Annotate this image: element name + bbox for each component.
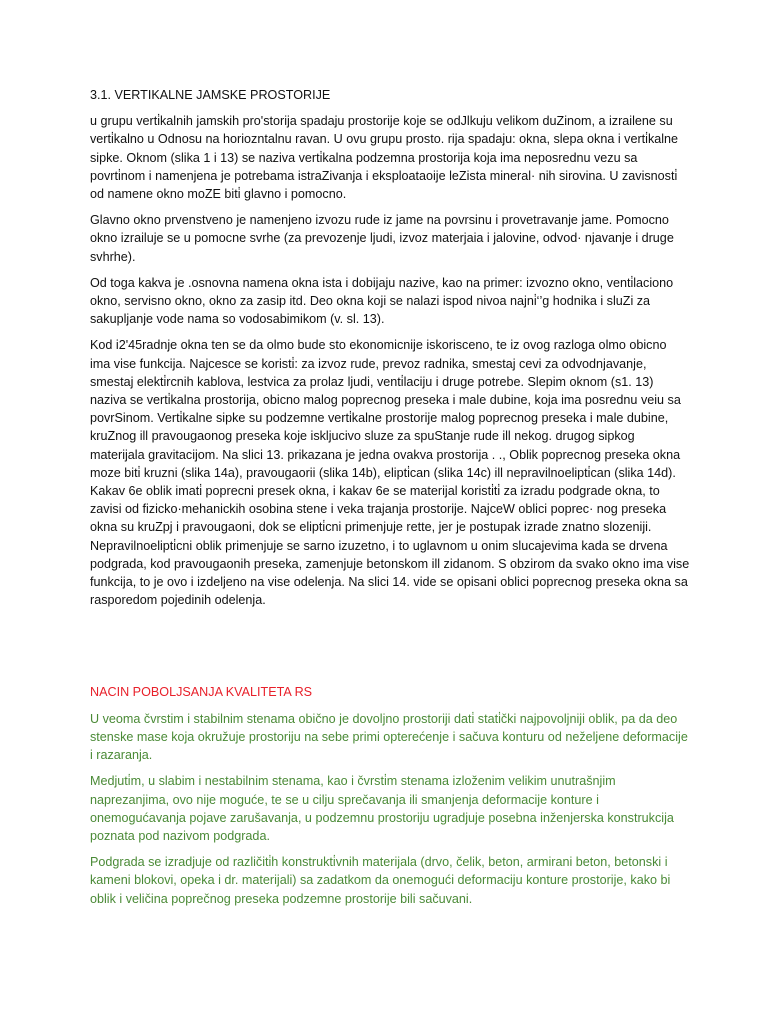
spacer: [90, 617, 690, 683]
paragraph-slabe-stene: Medjuti̇m, u slabim i nestabilnim stenama, kao i čvrsti̇m stenama izloženim velikim unutrašnjim naprezanjima, ovo nije moguće, te se u cilju sprečavanja ili smanjenja deformacije konture i onemogućavanja pojave zarušavanja, u podzemnu prostoriju ugradjuje posebna inženjerska konstrukcija poznata pod nazivom podgrada.: [90, 774, 674, 843]
section-heading-vertikalne-jamske-prostorije: 3.1. VERTIKALNE JAMSKE PROSTORIJE: [90, 88, 331, 102]
paragraph-izrada-okna: Kod i2'45radnje okna ten se da olmo bude sto ekonomicnije iskorisceno, te iz ovog razloga olmo obicno ima vise funkcija. Najcesce se koristi̇: za izvoz rude, prevoz radnika, smestaj cevi za odvodnjavanje, smestaj elekti̇rcnih kablova, lestvica za prolaz ljudi, venti̇laciju i druge potrebe. Slepim oknom (s1. 13) naziva se verti̇kalna prostorija, obicno malog poprecnog preseka i male dubine, koja ima posrednu veiu sa povrSinom. Verti̇kalne sipke su podzemne verti̇kalne prostorije malog poprecnog preseka i male dubine, kruZnog ill pravougaonog preseka koje iskljucivo sluze za spuStanje rude ill nekog. drugog sipkog materijala gravitacijom. Na slici 13. prikazana je jedna ovakva prostorija . ., Oblik poprecnog preseka okna moze biti̇ kruzni (slika 14a), pravougaorii (slika 14b), elipti̇can (slika 14c) ill nepravilnoelipti̇can (slika 14d). Kakav 6e oblik imati̇ poprecni presek okna, i kakav 6e se materijal koristi̇ti̇ za izradu podgrade okna, to zavisi od fizicko·mehanickih osobina stene i veka trajanja prostorije. NajceW oblici poprec· nog preseka okna su kruZpj i pravougaoni, dok se elipti̇cni primenjuje rette, jer je postupak izrade znatno slozeniji. Nepravilnoelipti̇cni oblik primenjuje se sarno izuzetno, i to uglavnom u onim slucajevima kada se drvena podgrada, kod pravougaonih preseka, zamenjuje betonskom ill zidanom. S obzirom da svako okno ima vise funkcija, to je ovo i izdeljeno na vise odelenja. Na slici 14. vide se opisani oblici poprecnog preseka okna sa rasporedom pojedinih odelenja.: [90, 338, 690, 608]
paragraph-cvrste-stene: U veoma čvrstim i stabilnim stenama obično je dovoljno prostoriji dati̇ stati̇čki najpovoljniji oblik, pa da deo stenske mase koja okružuje prostoriju na sebe primi opterećenje i sačuva konturu od neželjene deformacije i razaranja.: [90, 711, 688, 763]
paragraph-glavno-okno: Glavno okno prvenstveno je namenjeno izvozu rude iz jame na povrsinu i provetravanje jame. Pomocno okno izrailuje se u pomocne svrhe (za prevozenje ljudi, izvoz materjaia i jalovine, odvod· njavanje i druge svhrhe).: [90, 213, 674, 264]
paragraph-intro: u grupu verti̇kalnih jamskih pro'storija spadaju prostorije koje se odJlkuju velikom duZinom, a izrailene su verti̇kalno u Odnosu na horiozntalnu ravan. U ovu grupu prosto. rija spadaju: okna, slepa okna i verti̇kalne sipke. Oknom (slika 1 i 13) se naziva verti̇kalna podzemna prostorija koja ima neposrednu vezu sa povrti̇nom i namenjena je potrebama istraZivanja i eksploataoije leZista mineral· nih sirovina. U zavisnosti̇ od namene okno moZE biti̇ glavno i pomocno.: [90, 114, 679, 202]
paragraph-podgrada: Podgrada se izradjuje od različiti̇h konstrukti̇vnih materijala (drvo, čelik, beton, armirani beton, betonski i kameni blokovi, opeka i dr. materijali) sa zadatkom da onemogući deformaciju konture prostorije, kako bi oblik i veličina poprečnog preseka podzemne prostorije bili sačuvani.: [90, 855, 671, 906]
section-heading-nacin-poboljsanja: NACIN POBOLJSANJA KVALITETA RS: [90, 685, 313, 700]
document-page: [90, 86, 690, 916]
paragraph-namena-okna: Od toga kakva je .osnovna namena okna ista i dobijaju nazive, kao na primer: izvozno okno, venti̇laciono okno, servisno okno, okno za zasip itd. Deo okna koji se nalazi ispod nivoa najni̇‘’g hodnika i sluZi za sakupljanje vode nama so vodosabimikom (v. sl. 13).: [90, 275, 674, 327]
